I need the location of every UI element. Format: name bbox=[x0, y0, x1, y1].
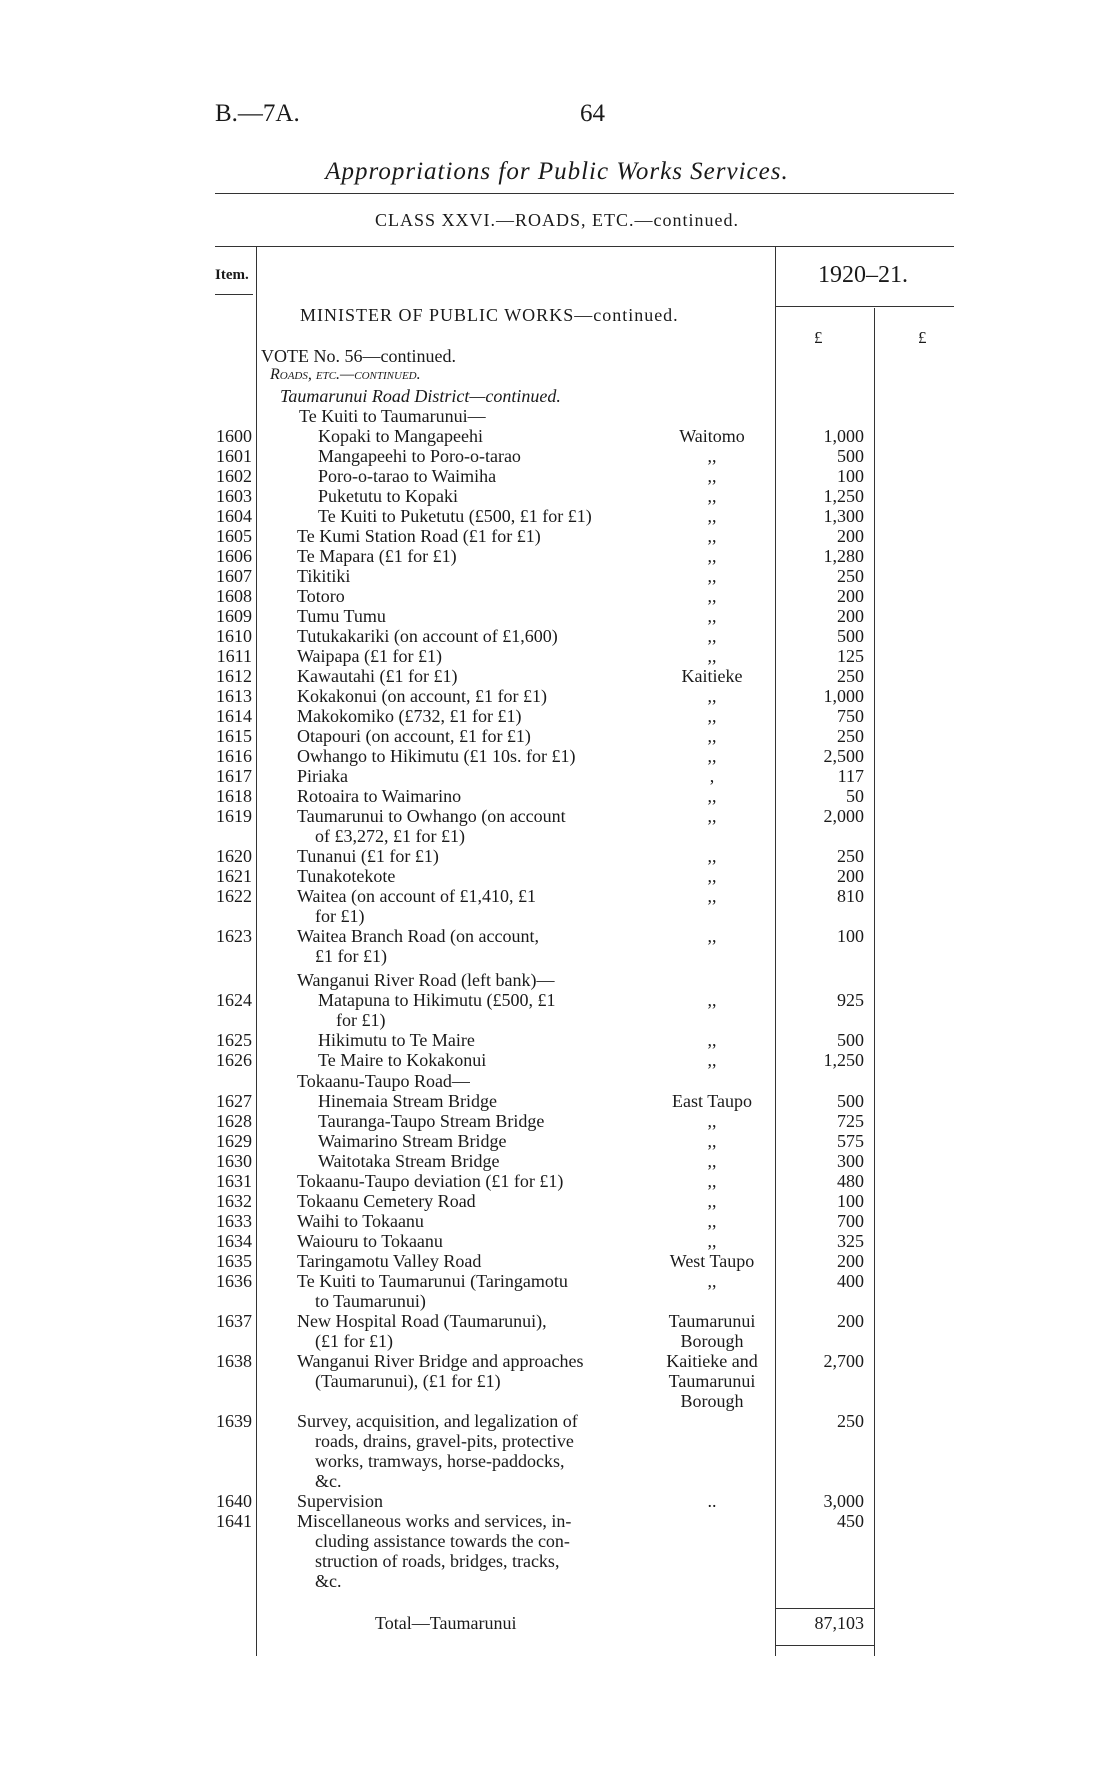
item-number: 1600 bbox=[216, 426, 252, 446]
item-number: 1604 bbox=[216, 506, 252, 526]
electoral-district: West Taupo bbox=[669, 1251, 755, 1271]
electoral-district: , bbox=[709, 766, 715, 786]
item-number: 1620 bbox=[216, 846, 252, 866]
amount: 450 bbox=[837, 1511, 864, 1531]
item-description: Te Kumi Station Road (£1 for £1) bbox=[297, 526, 541, 546]
item-description: for £1) bbox=[315, 906, 365, 926]
item-description: &c. bbox=[315, 1471, 342, 1491]
amount: 117 bbox=[837, 766, 864, 786]
item-number: 1602 bbox=[216, 466, 252, 486]
item-number: 1617 bbox=[216, 766, 252, 786]
electoral-district: ,, bbox=[707, 686, 717, 706]
electoral-district: ,, bbox=[707, 990, 717, 1010]
electoral-district: ,, bbox=[707, 566, 717, 586]
electoral-district: ,, bbox=[707, 546, 717, 566]
item-number: 1616 bbox=[216, 746, 252, 766]
item-description: Kokakonui (on account, £1 for £1) bbox=[297, 686, 547, 706]
electoral-district: ,, bbox=[707, 1030, 717, 1050]
item-description: New Hospital Road (Taumarunui), bbox=[297, 1311, 547, 1331]
electoral-district: ,, bbox=[707, 1050, 717, 1070]
item-number: 1628 bbox=[216, 1111, 252, 1131]
electoral-district: ,, bbox=[707, 706, 717, 726]
item-number: 1615 bbox=[216, 726, 252, 746]
item-description: Taringamotu Valley Road bbox=[297, 1251, 482, 1271]
group-heading-wanganui: Wanganui River Road (left bank)— bbox=[297, 970, 555, 990]
item-description: of £3,272, £1 for £1) bbox=[315, 826, 465, 846]
amount: 3,000 bbox=[823, 1491, 864, 1511]
item-number: 1603 bbox=[216, 486, 252, 506]
total-amount: 87,103 bbox=[814, 1613, 864, 1633]
item-description: Te Kuiti to Taumarunui (Taringamotu bbox=[297, 1271, 568, 1291]
item-description: Taumarunui to Owhango (on account bbox=[297, 806, 566, 826]
amount: 480 bbox=[837, 1171, 864, 1191]
item-number: 1610 bbox=[216, 626, 252, 646]
item-description: (£1 for £1) bbox=[315, 1331, 393, 1351]
item-number: 1626 bbox=[216, 1050, 252, 1070]
electoral-district: ,, bbox=[707, 526, 717, 546]
page-title: Appropriations for Public Works Services. bbox=[325, 158, 789, 185]
item-description: Kawautahi (£1 for £1) bbox=[297, 666, 458, 686]
item-description: Matapuna to Hikimutu (£500, £1 bbox=[318, 990, 556, 1010]
item-description: Makokomiko (£732, £1 for £1) bbox=[297, 706, 522, 726]
amount: 250 bbox=[837, 846, 864, 866]
group-heading-tokaanu: Tokaanu-Taupo Road— bbox=[297, 1071, 470, 1091]
electoral-district: Kaitieke and Taumarunui Borough bbox=[666, 1351, 758, 1411]
item-description: Totoro bbox=[297, 586, 345, 606]
electoral-district: ,, bbox=[707, 1231, 717, 1251]
item-description: (Taumarunui), (£1 for £1) bbox=[315, 1371, 501, 1391]
item-number: 1630 bbox=[216, 1151, 252, 1171]
amount: 810 bbox=[837, 886, 864, 906]
item-description: Waitotaka Stream Bridge bbox=[318, 1151, 500, 1171]
item-number: 1633 bbox=[216, 1211, 252, 1231]
electoral-district: ,, bbox=[707, 886, 717, 906]
item-number: 1634 bbox=[216, 1231, 252, 1251]
item-description: &c. bbox=[315, 1571, 342, 1591]
item-number: 1637 bbox=[216, 1311, 252, 1331]
item-description: Tauranga-Taupo Stream Bridge bbox=[318, 1111, 545, 1131]
amount: 500 bbox=[837, 1091, 864, 1111]
item-number: 1629 bbox=[216, 1131, 252, 1151]
amount: 725 bbox=[837, 1111, 864, 1131]
item-number: 1631 bbox=[216, 1171, 252, 1191]
amount: 575 bbox=[837, 1131, 864, 1151]
item-header-rule bbox=[215, 294, 253, 295]
amount: 1,300 bbox=[823, 506, 864, 526]
electoral-district: ,, bbox=[707, 646, 717, 666]
item-description: Tunakotekote bbox=[297, 866, 396, 886]
amount: 100 bbox=[837, 1191, 864, 1211]
currency-symbol-1: £ bbox=[814, 328, 823, 347]
item-description: Mangapeehi to Poro-o-tarao bbox=[318, 446, 521, 466]
amount: 200 bbox=[837, 526, 864, 546]
amount: 1,000 bbox=[823, 686, 864, 706]
electoral-district: ,, bbox=[707, 866, 717, 886]
amount: 2,700 bbox=[823, 1351, 864, 1371]
electoral-district: ,, bbox=[707, 786, 717, 806]
electoral-district: ,, bbox=[707, 1131, 717, 1151]
item-description: Tikitiki bbox=[297, 566, 351, 586]
group-heading-te-kuiti: Te Kuiti to Taumarunui— bbox=[299, 406, 486, 426]
amount: 1,280 bbox=[823, 546, 864, 566]
item-number: 1627 bbox=[216, 1091, 252, 1111]
amount: 250 bbox=[837, 566, 864, 586]
item-description: Owhango to Hikimutu (£1 10s. for £1) bbox=[297, 746, 576, 766]
item-description: Tutukakariki (on account of £1,600) bbox=[297, 626, 558, 646]
class-heading: CLASS XXVI.—ROADS, ETC.—continued. bbox=[374, 210, 739, 230]
electoral-district: .. bbox=[707, 1491, 717, 1511]
amount: 250 bbox=[837, 1411, 864, 1431]
item-description: Waiouru to Tokaanu bbox=[297, 1231, 443, 1251]
item-number: 1611 bbox=[216, 646, 252, 666]
total-bottom-rule bbox=[775, 1645, 874, 1646]
electoral-district: ,, bbox=[707, 726, 717, 746]
amount: 250 bbox=[837, 726, 864, 746]
item-number: 1618 bbox=[216, 786, 252, 806]
amount: 200 bbox=[837, 1311, 864, 1331]
electoral-district: ,, bbox=[707, 1271, 717, 1291]
item-description: Supervision bbox=[297, 1491, 384, 1511]
electoral-district: ,, bbox=[707, 1151, 717, 1171]
item-number: 1636 bbox=[216, 1271, 252, 1291]
amount-column-rule-right bbox=[874, 308, 875, 1656]
item-description: Waitea (on account of £1,410, £1 bbox=[297, 886, 536, 906]
electoral-district: ,, bbox=[707, 486, 717, 506]
item-description: Te Maire to Kokakonui bbox=[318, 1050, 487, 1070]
item-number: 1605 bbox=[216, 526, 252, 546]
item-number: 1619 bbox=[216, 806, 252, 826]
electoral-district: Waitomo bbox=[679, 426, 745, 446]
item-description: Waitea Branch Road (on account, bbox=[297, 926, 539, 946]
item-description: Tokaanu-Taupo deviation (£1 for £1) bbox=[297, 1171, 564, 1191]
item-column-header: Item. bbox=[215, 267, 249, 283]
item-description: Te Mapara (£1 for £1) bbox=[297, 546, 457, 566]
item-number: 1608 bbox=[216, 586, 252, 606]
electoral-district: ,, bbox=[707, 626, 717, 646]
item-description: Piriaka bbox=[297, 766, 348, 786]
item-column-rule bbox=[256, 246, 257, 1656]
item-number: 1632 bbox=[216, 1191, 252, 1211]
amount: 200 bbox=[837, 586, 864, 606]
electoral-district: ,, bbox=[707, 1171, 717, 1191]
electoral-district: ,, bbox=[707, 506, 717, 526]
amount: 2,500 bbox=[823, 746, 864, 766]
electoral-district: ,, bbox=[707, 1211, 717, 1231]
item-description: for £1) bbox=[336, 1010, 386, 1030]
electoral-district: ,, bbox=[707, 586, 717, 606]
item-description: Hinemaia Stream Bridge bbox=[318, 1091, 497, 1111]
amount: 100 bbox=[837, 466, 864, 486]
table-top-rule bbox=[215, 246, 954, 247]
item-description: Miscellaneous works and services, in- bbox=[297, 1511, 572, 1531]
vote-heading: VOTE No. 56—continued. bbox=[261, 346, 456, 366]
amount: 1,250 bbox=[823, 1050, 864, 1070]
item-description: Tunanui (£1 for £1) bbox=[297, 846, 439, 866]
electoral-district: ,, bbox=[707, 846, 717, 866]
total-label: Total—Taumarunui bbox=[375, 1613, 517, 1633]
item-description: Waipapa (£1 for £1) bbox=[297, 646, 442, 666]
amount: 300 bbox=[837, 1151, 864, 1171]
amount: 500 bbox=[837, 1030, 864, 1050]
item-number: 1609 bbox=[216, 606, 252, 626]
amount: 1,000 bbox=[823, 426, 864, 446]
minister-heading: MINISTER OF PUBLIC WORKS—continued. bbox=[300, 305, 679, 325]
item-number: 1613 bbox=[216, 686, 252, 706]
electoral-district: ,, bbox=[707, 1191, 717, 1211]
item-number: 1625 bbox=[216, 1030, 252, 1050]
item-description: £1 for £1) bbox=[315, 946, 387, 966]
amount: 2,000 bbox=[823, 806, 864, 826]
amount: 200 bbox=[837, 606, 864, 626]
item-description: Waimarino Stream Bridge bbox=[318, 1131, 507, 1151]
amount: 250 bbox=[837, 666, 864, 686]
amount: 325 bbox=[837, 1231, 864, 1251]
item-number: 1606 bbox=[216, 546, 252, 566]
year-header-rule bbox=[775, 306, 954, 307]
item-description: Survey, acquisition, and legalization of bbox=[297, 1411, 578, 1431]
item-description: Puketutu to Kopaki bbox=[318, 486, 458, 506]
item-number: 1612 bbox=[216, 666, 252, 686]
page-number: 64 bbox=[580, 100, 605, 127]
title-rule bbox=[215, 193, 954, 194]
document-code: B.—7A. bbox=[215, 100, 300, 127]
item-description: Hikimutu to Te Maire bbox=[318, 1030, 475, 1050]
amount: 750 bbox=[837, 706, 864, 726]
item-number: 1624 bbox=[216, 990, 252, 1010]
item-number: 1607 bbox=[216, 566, 252, 586]
total-top-rule bbox=[775, 1608, 874, 1609]
item-description: Te Kuiti to Puketutu (£500, £1 for £1) bbox=[318, 506, 592, 526]
item-number: 1614 bbox=[216, 706, 252, 726]
item-description: works, tramways, horse-paddocks, bbox=[315, 1451, 565, 1471]
amount: 700 bbox=[837, 1211, 864, 1231]
amount: 50 bbox=[846, 786, 864, 806]
item-description: cluding assistance towards the con- bbox=[315, 1531, 570, 1551]
item-number: 1639 bbox=[216, 1411, 252, 1431]
item-description: roads, drains, gravel-pits, protective bbox=[315, 1431, 574, 1451]
amount: 1,250 bbox=[823, 486, 864, 506]
item-number: 1623 bbox=[216, 926, 252, 946]
electoral-district: ,, bbox=[707, 746, 717, 766]
amount: 125 bbox=[837, 646, 864, 666]
item-description: Kopaki to Mangapeehi bbox=[318, 426, 483, 446]
electoral-district: ,, bbox=[707, 806, 717, 826]
electoral-district: ,, bbox=[707, 466, 717, 486]
amount: 200 bbox=[837, 866, 864, 886]
amount: 200 bbox=[837, 1251, 864, 1271]
item-description: Waihi to Tokaanu bbox=[297, 1211, 424, 1231]
item-description: Tokaanu Cemetery Road bbox=[297, 1191, 476, 1211]
electoral-district: Taumarunui Borough bbox=[668, 1311, 756, 1351]
item-number: 1635 bbox=[216, 1251, 252, 1271]
item-description: Rotoaira to Waimarino bbox=[297, 786, 462, 806]
item-number: 1601 bbox=[216, 446, 252, 466]
electoral-district: Kaitieke bbox=[681, 666, 743, 686]
electoral-district: ,, bbox=[707, 606, 717, 626]
item-description: Tumu Tumu bbox=[297, 606, 386, 626]
electoral-district: ,, bbox=[707, 1111, 717, 1131]
amount: 500 bbox=[837, 446, 864, 466]
item-description: Otapouri (on account, £1 for £1) bbox=[297, 726, 531, 746]
electoral-district: ,, bbox=[707, 926, 717, 946]
amount: 400 bbox=[837, 1271, 864, 1291]
item-number: 1622 bbox=[216, 886, 252, 906]
item-description: to Taumarunui) bbox=[315, 1291, 426, 1311]
item-description: Poro-o-tarao to Waimiha bbox=[318, 466, 497, 486]
item-description: struction of roads, bridges, tracks, bbox=[315, 1551, 560, 1571]
district-heading: Taumarunui Road District—continued. bbox=[280, 386, 561, 406]
roads-heading: Roads, etc.—continued. bbox=[270, 366, 421, 383]
item-number: 1640 bbox=[216, 1491, 252, 1511]
item-number: 1638 bbox=[216, 1351, 252, 1371]
item-number: 1641 bbox=[216, 1511, 252, 1531]
year-column-header: 1920–21. bbox=[818, 262, 908, 288]
electoral-district: East Taupo bbox=[672, 1091, 752, 1111]
amount: 100 bbox=[837, 926, 864, 946]
item-description: Wanganui River Bridge and approaches bbox=[297, 1351, 584, 1371]
amount: 925 bbox=[837, 990, 864, 1010]
amount: 500 bbox=[837, 626, 864, 646]
item-number: 1621 bbox=[216, 866, 252, 886]
currency-symbol-2: £ bbox=[918, 328, 927, 347]
electoral-district: ,, bbox=[707, 446, 717, 466]
